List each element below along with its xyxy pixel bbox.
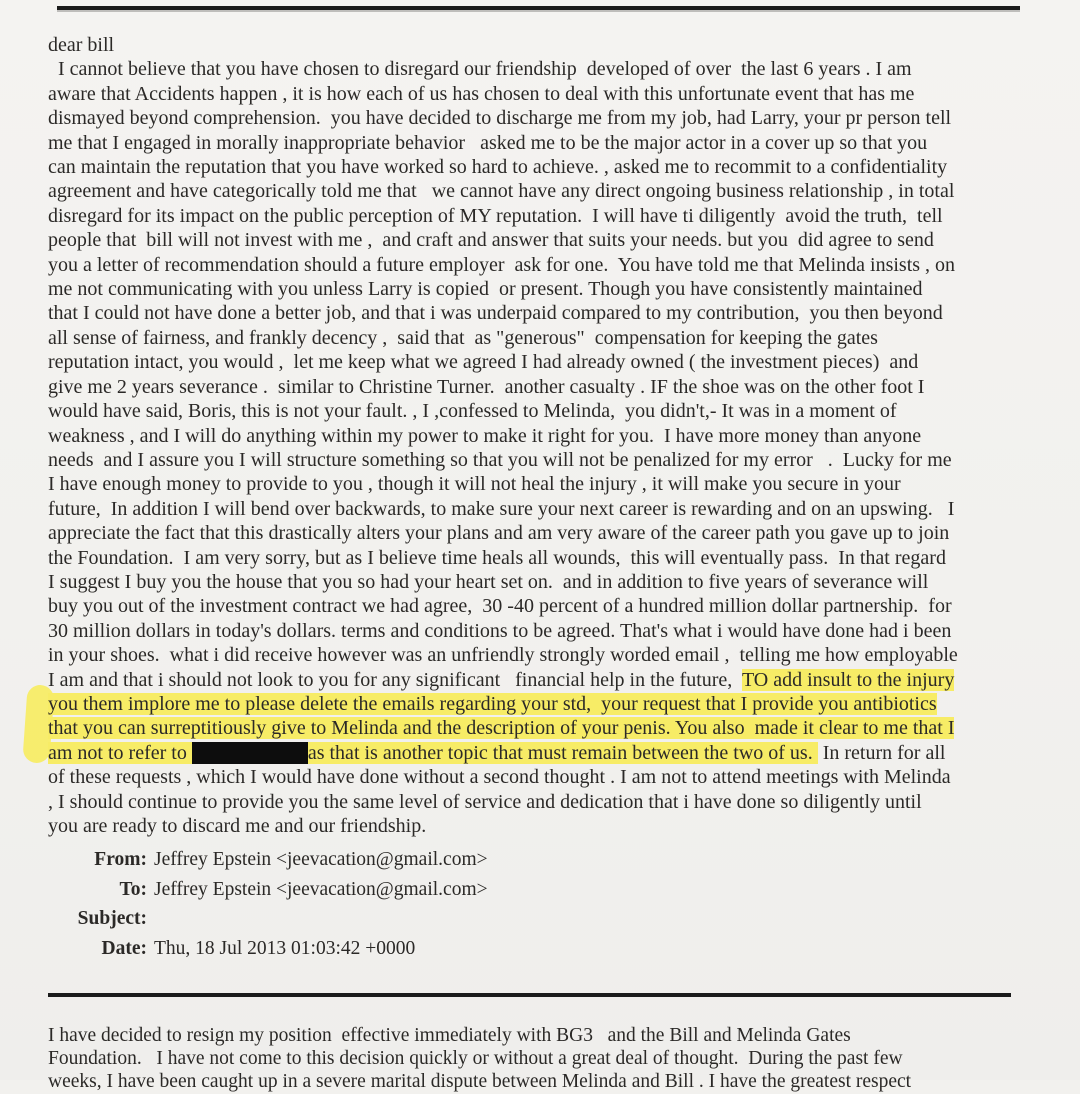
letter-line xyxy=(48,253,1048,277)
letter-line xyxy=(48,619,1048,643)
letter-text: dear bill xyxy=(48,34,115,56)
letter-line xyxy=(48,375,1048,399)
letter-line xyxy=(48,814,1048,838)
email-header-block xyxy=(48,849,488,968)
letter-line xyxy=(48,301,1048,325)
letter-line xyxy=(48,643,1048,667)
to-label: To: xyxy=(119,878,147,900)
letter-line xyxy=(48,350,1048,374)
letter-line xyxy=(48,424,1048,448)
letter-line xyxy=(48,716,1048,740)
letter-text: can maintain the reputation that you have worked so hard to achieve. , asked me to recommit to a confidentiality xyxy=(48,156,948,179)
letter-line xyxy=(48,497,1048,521)
highlighted-text: that you can surreptitiously give to Melinda and the description of your penis. You also made it clear to me that I xyxy=(48,717,955,740)
letter-text: I am and that i should not look to you for any significant financial help in the future, xyxy=(48,668,742,691)
separator-rule xyxy=(48,993,1011,997)
letter-line xyxy=(48,326,1048,350)
letter-line xyxy=(48,668,1048,692)
top-horizontal-rule xyxy=(57,6,1020,10)
footer-line xyxy=(48,1047,1048,1070)
letter-text: I have decided to resign my position effective immediately with BG3 and the Bill and Melinda Gates xyxy=(48,1025,851,1046)
footer-line xyxy=(48,1024,1048,1047)
letter-line xyxy=(48,521,1048,545)
letter-line xyxy=(48,82,1048,106)
letter-line xyxy=(48,57,1048,81)
highlighted-text: as that is another topic that must remain between the two of us. xyxy=(307,741,818,764)
letter-text: reputation intact, you would , let me keep what we agreed I had already owned ( the investment pieces) and xyxy=(48,351,919,374)
letter-line xyxy=(48,546,1048,570)
highlighted-text: TO add insult to the injury xyxy=(741,668,955,691)
letter-text: in your shoes. what i did receive however was an unfriendly strongly worded email , telling me how employable xyxy=(48,644,958,667)
letter-text: you a letter of recommendation should a future employer ask for one. You have told me that Melinda insists , on xyxy=(48,253,956,276)
letter-text: the Foundation. I am very sorry, but as I believe time heals all wounds, this will eventually pass. In that regard xyxy=(48,546,946,569)
letter-line xyxy=(48,692,1048,716)
letter-line xyxy=(48,399,1048,423)
letter-body xyxy=(48,33,1048,838)
from-label: From: xyxy=(94,849,147,870)
letter-line xyxy=(48,741,1048,765)
to-value: Jeffrey Epstein <jeevacation@gmail.com> xyxy=(154,878,488,900)
redaction-box xyxy=(192,742,308,764)
letter-text: needs and I assure you I will structure something so that you will not be penalized for my error . Lucky for me xyxy=(48,448,952,471)
highlighted-text: you them implore me to please delete the emails regarding your std, your request that I provide you antibiotics xyxy=(48,692,937,715)
letter-text: future, In addition I will bend over backwards, to make sure your next career is rewarding and on an upswing. I xyxy=(48,497,955,520)
letter-text: I suggest I buy you the house that you so had your heart set on. and in addition to five years of severance will xyxy=(48,570,929,593)
letter-text: buy you out of the investment contract we had agree, 30 -40 percent of a hundred million dollar partnership. for xyxy=(48,595,952,618)
letter-line xyxy=(48,448,1048,472)
letter-text: In return for all xyxy=(817,741,946,764)
letter-text: give me 2 years severance . similar to Christine Turner. another casualty . IF the shoe was on the other foot I xyxy=(48,375,925,398)
footer-paragraph xyxy=(48,1024,1048,1094)
letter-line xyxy=(48,228,1048,252)
letter-line xyxy=(48,179,1048,203)
letter-text: appreciate the fact that this drastically alters your plans and am very aware of the career path you gave up to join xyxy=(48,522,950,545)
email-header-row-subject xyxy=(48,908,488,938)
letter-text: people that bill will not invest with me , and craft and answer that suits your needs. but you did agree to send xyxy=(48,229,934,252)
subject-label: Subject: xyxy=(77,908,147,930)
letter-text: Foundation. I have not come to this decision quickly or without a great deal of thought. During the past few xyxy=(48,1048,903,1070)
letter-text: weakness , and I will do anything within my power to make it right for you. I have more money than anyone xyxy=(48,424,922,447)
date-label: Date: xyxy=(101,938,147,960)
from-value: Jeffrey Epstein <jeevacation@gmail.com> xyxy=(154,849,488,870)
letter-line xyxy=(48,765,1048,789)
letter-line xyxy=(48,790,1048,814)
letter-line xyxy=(48,570,1048,594)
letter-line xyxy=(48,33,1048,57)
letter-line xyxy=(48,277,1048,301)
letter-text: would have said, Boris, this is not your fault. , I ,confessed to Melinda, you didn't,- It was in a moment of xyxy=(48,400,897,423)
highlighted-text: am not to refer to xyxy=(48,741,192,764)
letter-text: disregard for its impact on the public perception of MY reputation. I will have ti diligently avoid the truth, tell xyxy=(48,204,943,227)
letter-text: of these requests , which I would have done without a second thought . I am not to attend meetings with Melinda xyxy=(48,766,951,789)
date-value: Thu, 18 Jul 2013 01:03:42 +0000 xyxy=(154,938,416,960)
email-header-row-from xyxy=(48,849,488,879)
letter-text: all sense of fairness, and frankly decency , said that as "generous" compensation for keeping the gates xyxy=(48,326,878,349)
letter-text: you are ready to discard me and our friendship. xyxy=(48,815,427,837)
letter-text: 30 million dollars in today's dollars. terms and conditions to be agreed. That's what i would have done had i been xyxy=(48,619,952,642)
letter-line xyxy=(48,472,1048,496)
letter-text: aware that Accidents happen , it is how each of us has chosen to deal with this unfortunate event that has me xyxy=(48,82,915,105)
letter-line xyxy=(48,106,1048,130)
letter-text: weeks, I have been caught up in a severe marital dispute between Melinda and Bill . I have the greatest respect xyxy=(48,1071,912,1093)
letter-text: , I should continue to provide you the same level of service and dedication that i have done so diligently until xyxy=(48,790,922,813)
letter-line xyxy=(48,155,1048,179)
letter-text: me not communicating with you unless Larry is copied or present. Though you have consistently maintained xyxy=(48,278,923,301)
footer-line xyxy=(48,1070,1048,1093)
letter-text: me that I engaged in morally inappropriate behavior asked me to be the major actor in a cover up so that you xyxy=(48,131,928,154)
letter-line xyxy=(48,594,1048,618)
email-header-row-date xyxy=(48,938,488,968)
letter-text: I have enough money to provide to you , though it will not heal the injury , it will make you secure in your xyxy=(48,473,901,496)
letter-line xyxy=(48,131,1048,155)
letter-text: dismayed beyond comprehension. you have decided to discharge me from my job, had Larry, your pr person tell xyxy=(48,107,952,130)
letter-line xyxy=(48,204,1048,228)
email-header-row-to xyxy=(48,879,488,909)
letter-text: I cannot believe that you have chosen to disregard our friendship developed of over the last 6 years . I am xyxy=(48,58,912,81)
letter-text: agreement and have categorically told me that we cannot have any direct ongoing business relationship , in total xyxy=(48,180,955,203)
letter-text: that I could not have done a better job, and that i was underpaid compared to my contribution, you then beyond xyxy=(48,302,943,325)
